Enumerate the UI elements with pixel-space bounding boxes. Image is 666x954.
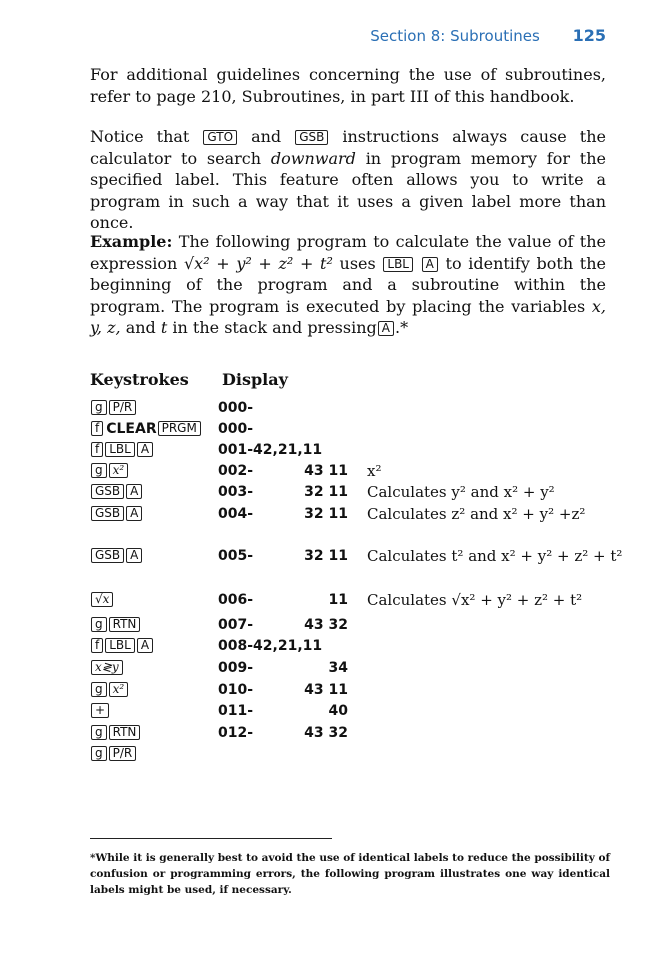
table-row: [0, 484, 666, 506]
a-key: A: [422, 257, 438, 272]
key--icon: +: [91, 703, 109, 718]
keystrokes-cell: [90, 682, 129, 698]
key-prgm-icon: PRGM: [158, 421, 201, 436]
display-keycode: 11: [328, 592, 348, 608]
keystrokes-cell: [90, 400, 137, 416]
display-line-number: 004-: [218, 506, 254, 522]
display-line-number: 010-: [218, 682, 254, 698]
keystrokes-cell: [90, 506, 143, 522]
display-line-number: 002-: [218, 463, 254, 479]
display-line-number: 003-: [218, 484, 254, 500]
key-f-icon: f: [91, 442, 103, 457]
key-lbl-icon: LBL: [105, 442, 135, 457]
key-x-icon: x²: [109, 463, 129, 478]
key-f-icon: f: [91, 638, 103, 653]
display-line-number: 006-: [218, 592, 254, 608]
paragraph-example: Example: The following program to calculate the value of the expression √x² + y² + z² + t² uses LBL A to identify both the beginning of the program and a subroutine within the program. The program is executed by placing the variables x, y, z, and t in the stack and pressing A .*: [90, 232, 607, 337]
table-row: [0, 548, 666, 570]
row-comment: x²: [367, 462, 382, 480]
keystrokes-cell: [90, 463, 129, 479]
table-row: [0, 463, 666, 485]
page-header: [370, 26, 606, 45]
table-row: [0, 442, 666, 464]
keystrokes-cell: [90, 617, 141, 633]
keystrokes-cell: [90, 421, 202, 437]
keystrokes-cell: [90, 660, 124, 676]
gsb-key: GSB: [295, 130, 328, 145]
display-line-number: 007-: [218, 617, 254, 633]
key-pr-icon: P/R: [109, 746, 137, 761]
section-title: Section 8: Subroutines: [370, 27, 540, 45]
key-gsb-icon: GSB: [91, 548, 124, 563]
key-lbl-icon: LBL: [105, 638, 135, 653]
display-line-number: 005-: [218, 548, 254, 564]
display-keycode: 43 32: [304, 725, 348, 741]
display-keycode: 32 11: [304, 484, 348, 500]
key-a-icon: A: [126, 548, 142, 563]
row-comment: Calculates √x² + y² + z² + t²: [367, 591, 583, 609]
table-row: [0, 638, 666, 660]
key-a-icon: A: [137, 442, 153, 457]
display-line-number: 008-42,21,11: [218, 638, 323, 654]
display-keycode: 32 11: [304, 506, 348, 522]
keystrokes-cell: [90, 484, 143, 500]
display-line-number: 011-: [218, 703, 254, 719]
footnote-divider: [90, 838, 332, 839]
key-g-icon: g: [91, 617, 107, 632]
key-pr-icon: P/R: [109, 400, 137, 415]
keystrokes-cell: [90, 725, 141, 741]
key-g-icon: g: [91, 463, 107, 478]
row-comment: Calculates t² and x² + y² + z² + t²: [367, 547, 623, 565]
paragraph-search-direction: Notice that GTO and GSB instructions always cause the calculator to search downward in program memory for the specified label. This feature often allows you to write a program in such a way that it uses a given label more than once.: [90, 127, 606, 232]
key-g-icon: g: [91, 746, 107, 761]
display-line-number: 012-: [218, 725, 254, 741]
display-keycode: 43 32: [304, 617, 348, 633]
key-gsb-icon: GSB: [91, 484, 124, 499]
display-line-number: 009-: [218, 660, 254, 676]
key-g-icon: g: [91, 682, 107, 697]
table-row: [0, 400, 666, 422]
table-row: [0, 592, 666, 614]
keystrokes-cell: [90, 442, 154, 458]
key-rtn-icon: RTN: [109, 617, 141, 632]
keystrokes-cell: [90, 703, 110, 719]
display-keycode: 34: [328, 660, 348, 676]
table-row: [0, 746, 666, 768]
key-g-icon: g: [91, 725, 107, 740]
display-keycode: 40: [328, 703, 348, 719]
gto-key: GTO: [203, 130, 237, 145]
key-xy-icon: x≷y: [91, 660, 123, 675]
key-g-icon: g: [91, 400, 107, 415]
table-row: [0, 506, 666, 528]
keystrokes-cell: [90, 638, 154, 654]
expression: √x² + y² + z² + t²: [183, 253, 333, 273]
a-key: A: [378, 321, 394, 336]
lbl-key: LBL: [383, 257, 413, 272]
table-row: [0, 703, 666, 725]
key-a-icon: A: [137, 638, 153, 653]
display-header: Display: [222, 370, 288, 389]
keystrokes-cell: [90, 592, 114, 608]
footnote: *While it is generally best to avoid the use of identical labels to reduce the possibility of confusion or programming errors, the following program illustrates one way identical labels might be used, if necessary.: [90, 852, 610, 896]
table-row: [0, 682, 666, 704]
table-row: [0, 421, 666, 443]
display-line-number: 000-: [218, 421, 254, 437]
keystrokes-header: Keystrokes: [90, 370, 189, 389]
row-comment: Calculates y² and x² + y²: [367, 483, 555, 501]
paragraph-guidelines: For additional guidelines concerning the use of subroutines, refer to page 210, Subroutines, in part III of this handbook.: [90, 65, 606, 106]
downward-emphasis: downward: [270, 148, 356, 168]
key-x-icon: x²: [109, 682, 129, 697]
display-keycode: 43 11: [304, 463, 348, 479]
keystrokes-cell: [90, 746, 137, 762]
key-a-icon: A: [126, 484, 142, 499]
table-row: [0, 725, 666, 747]
key-f-icon: f: [91, 421, 103, 436]
keystrokes-cell: [90, 548, 143, 564]
display-line-number: 001-42,21,11: [218, 442, 323, 458]
display-keycode: 32 11: [304, 548, 348, 564]
display-keycode: 43 11: [304, 682, 348, 698]
example-label: Example:: [90, 232, 173, 251]
keystroke-text: CLEAR: [106, 421, 157, 437]
display-line-number: 000-: [218, 400, 254, 416]
key-rtn-icon: RTN: [109, 725, 141, 740]
key-gsb-icon: GSB: [91, 506, 124, 521]
key-a-icon: A: [126, 506, 142, 521]
key-x-icon: √x: [91, 592, 113, 607]
table-row: [0, 660, 666, 682]
page-number: 125: [572, 26, 606, 45]
table-row: [0, 617, 666, 639]
row-comment: Calculates z² and x² + y² +z²: [367, 505, 586, 523]
